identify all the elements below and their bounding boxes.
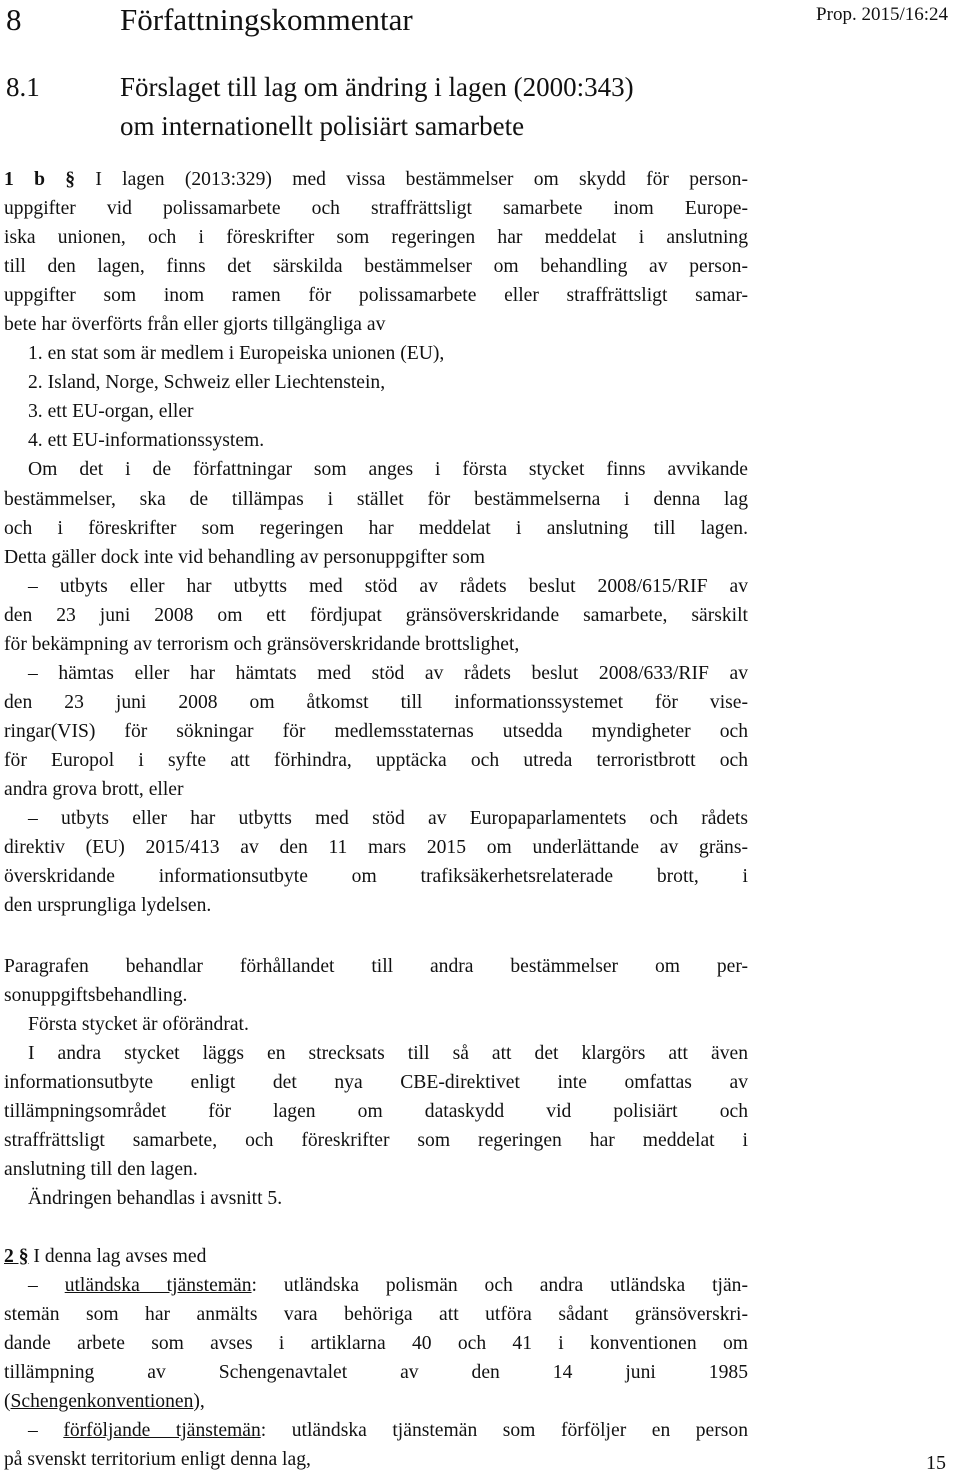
chapter-title: Författningskommentar bbox=[120, 2, 413, 37]
commentary bbox=[4, 952, 748, 1213]
dash-item-line: den ursprungliga lydelsen. bbox=[4, 895, 212, 917]
para-1b-second-line: Om det i de författningar som anges i första stycket finns avvikande bbox=[28, 459, 748, 481]
para-1b-label: 1 b § bbox=[4, 169, 76, 190]
commentary-line: Paragrafen behandlar förhållandet till andra bestämmelser om per- bbox=[4, 956, 748, 977]
para-1b-line: bete har överförts från eller gjorts tillgängliga av bbox=[4, 314, 386, 336]
defined-term: Schengenkonventionen bbox=[10, 1391, 194, 1413]
commentary-line: anslutning till den lagen. bbox=[4, 1159, 198, 1181]
commentary-line: straffrättsligt samarbete, och föreskrifter som regeringen har meddelat i bbox=[4, 1130, 748, 1152]
para-1b-second-line: Detta gäller dock inte vid behandling av personuppgifter som bbox=[4, 546, 486, 568]
section-title-line-1: Förslaget till lag om ändring i lagen (2000:343) bbox=[120, 72, 634, 102]
para-1b-line: till den lagen, finns det särskilda bestämmelser om behandling av person- bbox=[4, 256, 748, 278]
dash-item-line: för bekämpning av terrorism och gränsöverskridande brottslighet, bbox=[4, 633, 520, 655]
paragraph-2 bbox=[4, 1242, 748, 1474]
section-number: 8.1 bbox=[6, 72, 40, 102]
para-2-label: 2 § bbox=[4, 1246, 29, 1267]
dash-item-line: för Europol i syfte att förhindra, upptäcka och utreda terroristbrott och bbox=[4, 749, 748, 771]
prop-reference: Prop. 2015/16:24 bbox=[816, 4, 948, 25]
dash-item-line: – utbyts eller har utbytts med stöd av Europaparlamentets och rådets bbox=[28, 808, 748, 830]
definition-line: stemän som har anmälts vara behöriga att utföra sådant gränsöverskri- bbox=[4, 1304, 748, 1326]
section-title-line-2: om internationellt polisiärt samarbete bbox=[120, 111, 525, 141]
defined-term: utländska tjänstemän bbox=[64, 1275, 252, 1297]
list-item: 2. Island, Norge, Schweiz eller Liechtenstein, bbox=[28, 372, 386, 394]
commentary-line: sonuppgiftsbehandling. bbox=[4, 985, 188, 1007]
para-1b-second-line: bestämmelser, ska de tillämpas i stället för bestämmelserna i denna lag bbox=[4, 488, 748, 510]
dash-item-line: andra grova brott, eller bbox=[4, 778, 184, 800]
para-1b-line: 1 b § I lagen (2013:329) med vissa bestämmelser om skydd för person- bbox=[4, 169, 748, 190]
para-1b-line: uppgifter vid polissamarbete och straffrättsligt samarbete inom Europe- bbox=[4, 198, 748, 220]
dash-item-line: ringar(VIS) för sökningar för medlemsstaternas utsedda myndigheter och bbox=[4, 720, 748, 742]
para-1b-line: iska unionen, och i föreskrifter som regeringen har meddelat i anslutning bbox=[4, 227, 748, 249]
commentary-line: Första stycket är oförändrat. bbox=[28, 1014, 249, 1036]
definition-line: – förföljande tjänstemän: utländska tjänstemän som förföljer en person bbox=[28, 1420, 748, 1442]
commentary-line: I andra stycket läggs en strecksats till så att det klargörs att även bbox=[28, 1043, 748, 1065]
page-number: 15 bbox=[926, 1452, 946, 1474]
dash-item-line: direktiv (EU) 2015/413 av den 11 mars 2015 om underlättande av gräns- bbox=[4, 837, 748, 859]
list-item: 4. ett EU-informationssystem. bbox=[28, 430, 265, 452]
definition-line: (Schengenkonventionen), bbox=[4, 1391, 205, 1413]
dash-item-line: – utbyts eller har utbytts med stöd av rådets beslut 2008/615/RIF av bbox=[28, 575, 748, 597]
defined-term: förföljande tjänstemän bbox=[63, 1420, 261, 1442]
definition-line: på svenskt territorium enligt denna lag, bbox=[4, 1449, 311, 1471]
list-item: 3. ett EU-organ, eller bbox=[28, 401, 194, 423]
dash-item-line: överskridande informationsutbyte om trafiksäkerhetsrelaterade brott, i bbox=[4, 866, 748, 888]
dash-item-line: – hämtas eller har hämtats med stöd av rådets beslut 2008/633/RIF av bbox=[28, 662, 748, 684]
commentary-line: Ändringen behandlas i avsnitt 5. bbox=[28, 1188, 283, 1210]
commentary-line: tillämpningsområdet för lagen om dataskydd vid polisiärt och bbox=[4, 1101, 748, 1123]
para-1b-second-line: och i föreskrifter som regeringen har meddelat i anslutning till lagen. bbox=[4, 517, 748, 539]
list-item: 1. en stat som är medlem i Europeiska unionen (EU), bbox=[28, 343, 445, 365]
definition-line: dande arbete som avses i artiklarna 40 och 41 i konventionen om bbox=[4, 1333, 748, 1355]
dash-item-line: den 23 juni 2008 om åtkomst till informationssystemet för vise- bbox=[4, 691, 748, 713]
definition-line: tillämpning av Schengenavtalet av den 14 juni 1985 bbox=[4, 1362, 748, 1384]
dash-item-line: den 23 juni 2008 om ett fördjupat gränsöverskridande samarbete, särskilt bbox=[4, 604, 748, 626]
definition-line: – utländska tjänstemän: utländska polismän och andra utländska tjän- bbox=[28, 1275, 748, 1297]
paragraph-1b bbox=[4, 165, 748, 920]
para-2-intro-line: 2 § I denna lag avses med bbox=[4, 1246, 207, 1267]
para-1b-line: uppgifter som inom ramen för polissamarbete eller straffrättsligt samar- bbox=[4, 285, 748, 307]
chapter-number: 8 bbox=[6, 2, 22, 37]
commentary-line: informationsutbyte enligt det nya CBE-direktivet inte omfattas av bbox=[4, 1072, 748, 1094]
